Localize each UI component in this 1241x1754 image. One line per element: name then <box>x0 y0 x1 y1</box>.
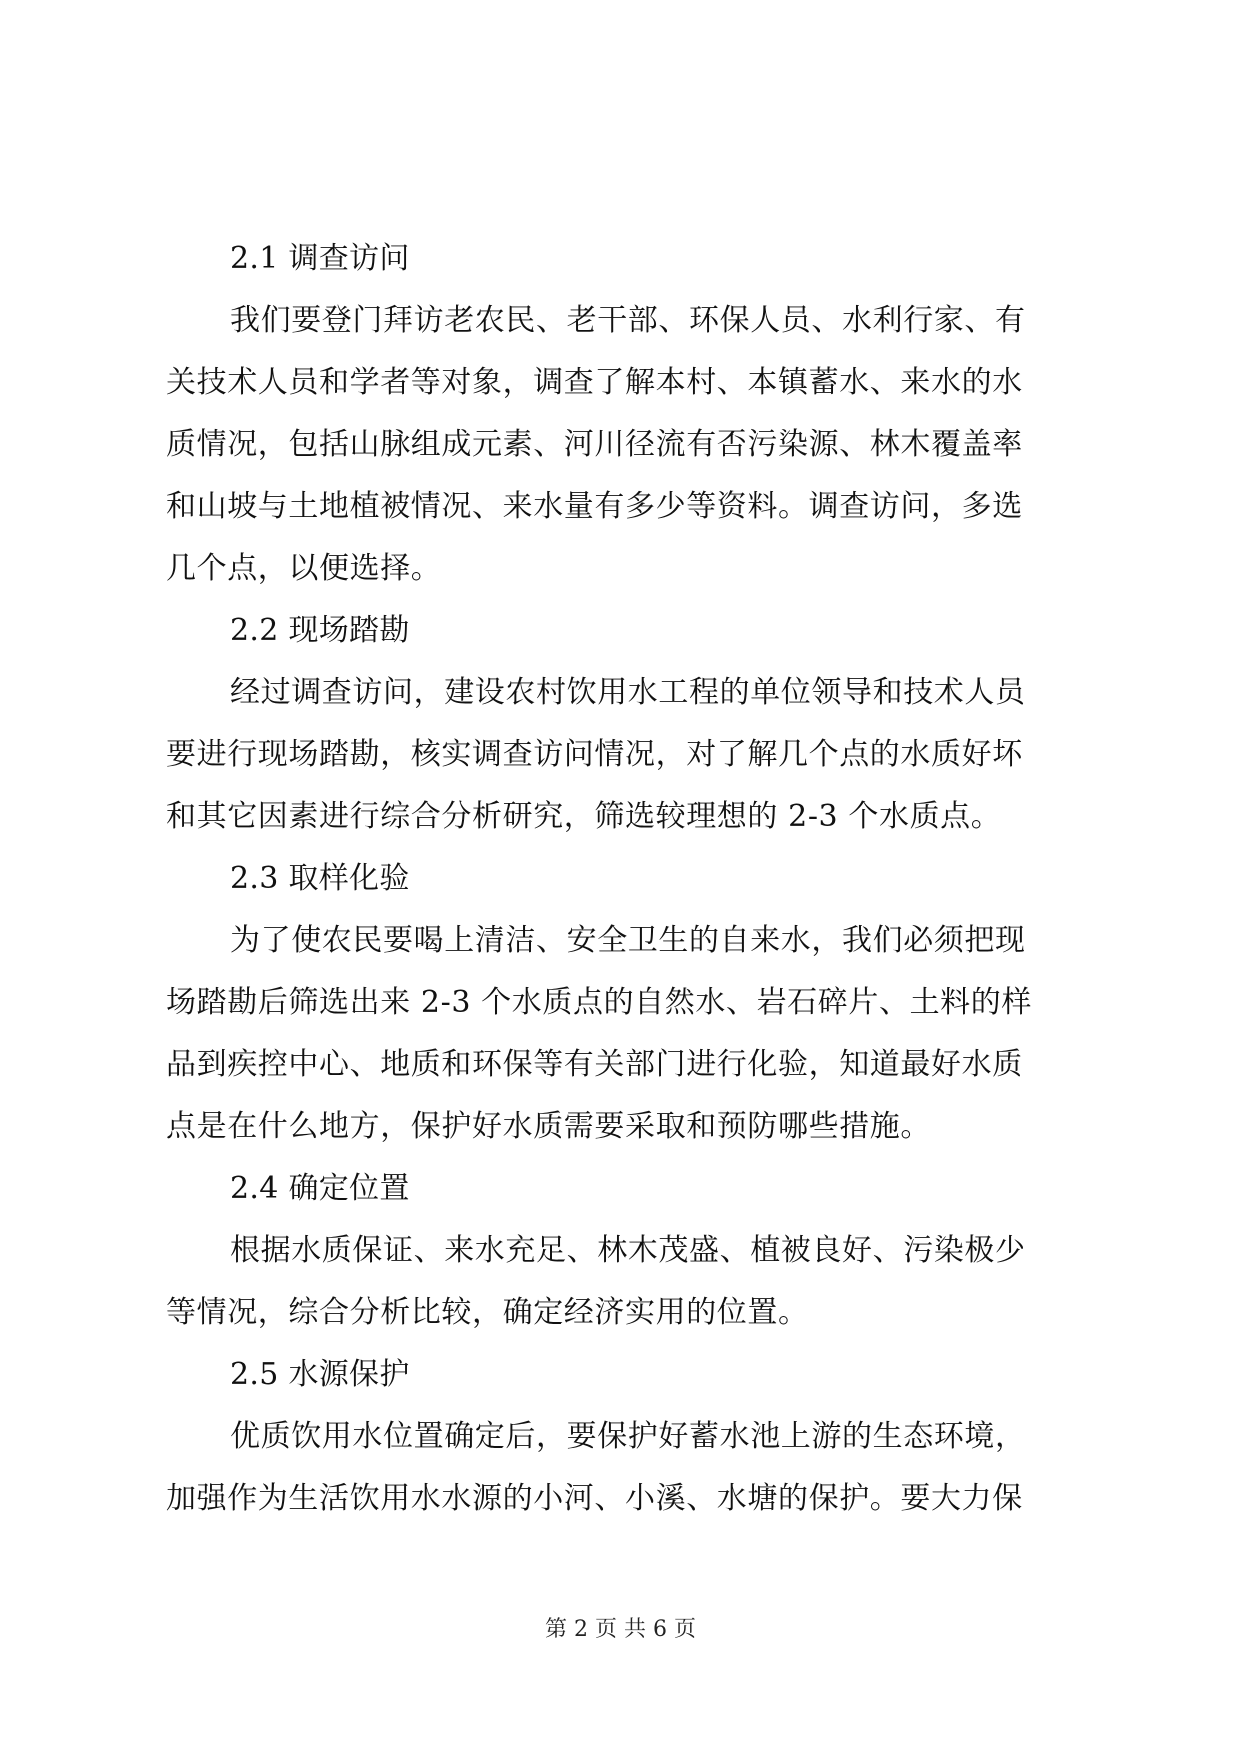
paragraph-line: 关技术人员和学者等对象，调查了解本村、本镇蓄水、来水的水 <box>166 365 1023 400</box>
paragraph-line: 等情况，综合分析比较，确定经济实用的位置。 <box>166 1295 809 1330</box>
paragraph-line: 为了使农民要喝上清洁、安全卫生的自来水，我们必须把现 <box>230 923 1026 958</box>
document-body <box>166 228 1086 1530</box>
paragraph-line: 和其它因素进行综合分析研究，筛选较理想的 2-3 个水质点。 <box>166 799 1002 834</box>
paragraph-line: 优质饮用水位置确定后，要保护好蓄水池上游的生态环境， <box>230 1419 1026 1454</box>
section-heading: 2.1 调查访问 <box>230 241 410 276</box>
paragraph-line: 我们要登门拜访老农民、老干部、环保人员、水利行家、有 <box>230 303 1026 338</box>
paragraph-line: 经过调查访问，建设农村饮用水工程的单位领导和技术人员 <box>230 675 1026 710</box>
section-heading: 2.3 取样化验 <box>230 861 410 896</box>
paragraph-line: 点是在什么地方，保护好水质需要采取和预防哪些措施。 <box>166 1109 931 1144</box>
paragraph-line: 和山坡与土地植被情况、来水量有多少等资料。调查访问，多选 <box>166 489 1023 524</box>
section-heading: 2.2 现场踏勘 <box>230 613 410 648</box>
page-footer: 第 2 页 共 6 页 <box>545 1617 696 1642</box>
paragraph-line: 要进行现场踏勘，核实调查访问情况，对了解几个点的水质好坏 <box>166 737 1023 772</box>
paragraph-line: 加强作为生活饮用水水源的小河、小溪、水塘的保护。要大力保 <box>166 1481 1023 1516</box>
paragraph-line: 质情况，包括山脉组成元素、河川径流有否污染源、林木覆盖率 <box>166 427 1023 462</box>
paragraph-line: 几个点，以便选择。 <box>166 551 442 586</box>
paragraph-line: 场踏勘后筛选出来 2-3 个水质点的自然水、岩石碎片、土料的样 <box>166 985 1032 1020</box>
paragraph-line: 根据水质保证、来水充足、林木茂盛、植被良好、污染极少 <box>230 1233 1026 1268</box>
section-heading: 2.5 水源保护 <box>230 1357 410 1392</box>
paragraph-line: 品到疾控中心、地质和环保等有关部门进行化验，知道最好水质 <box>166 1047 1023 1082</box>
section-heading: 2.4 确定位置 <box>230 1171 410 1206</box>
